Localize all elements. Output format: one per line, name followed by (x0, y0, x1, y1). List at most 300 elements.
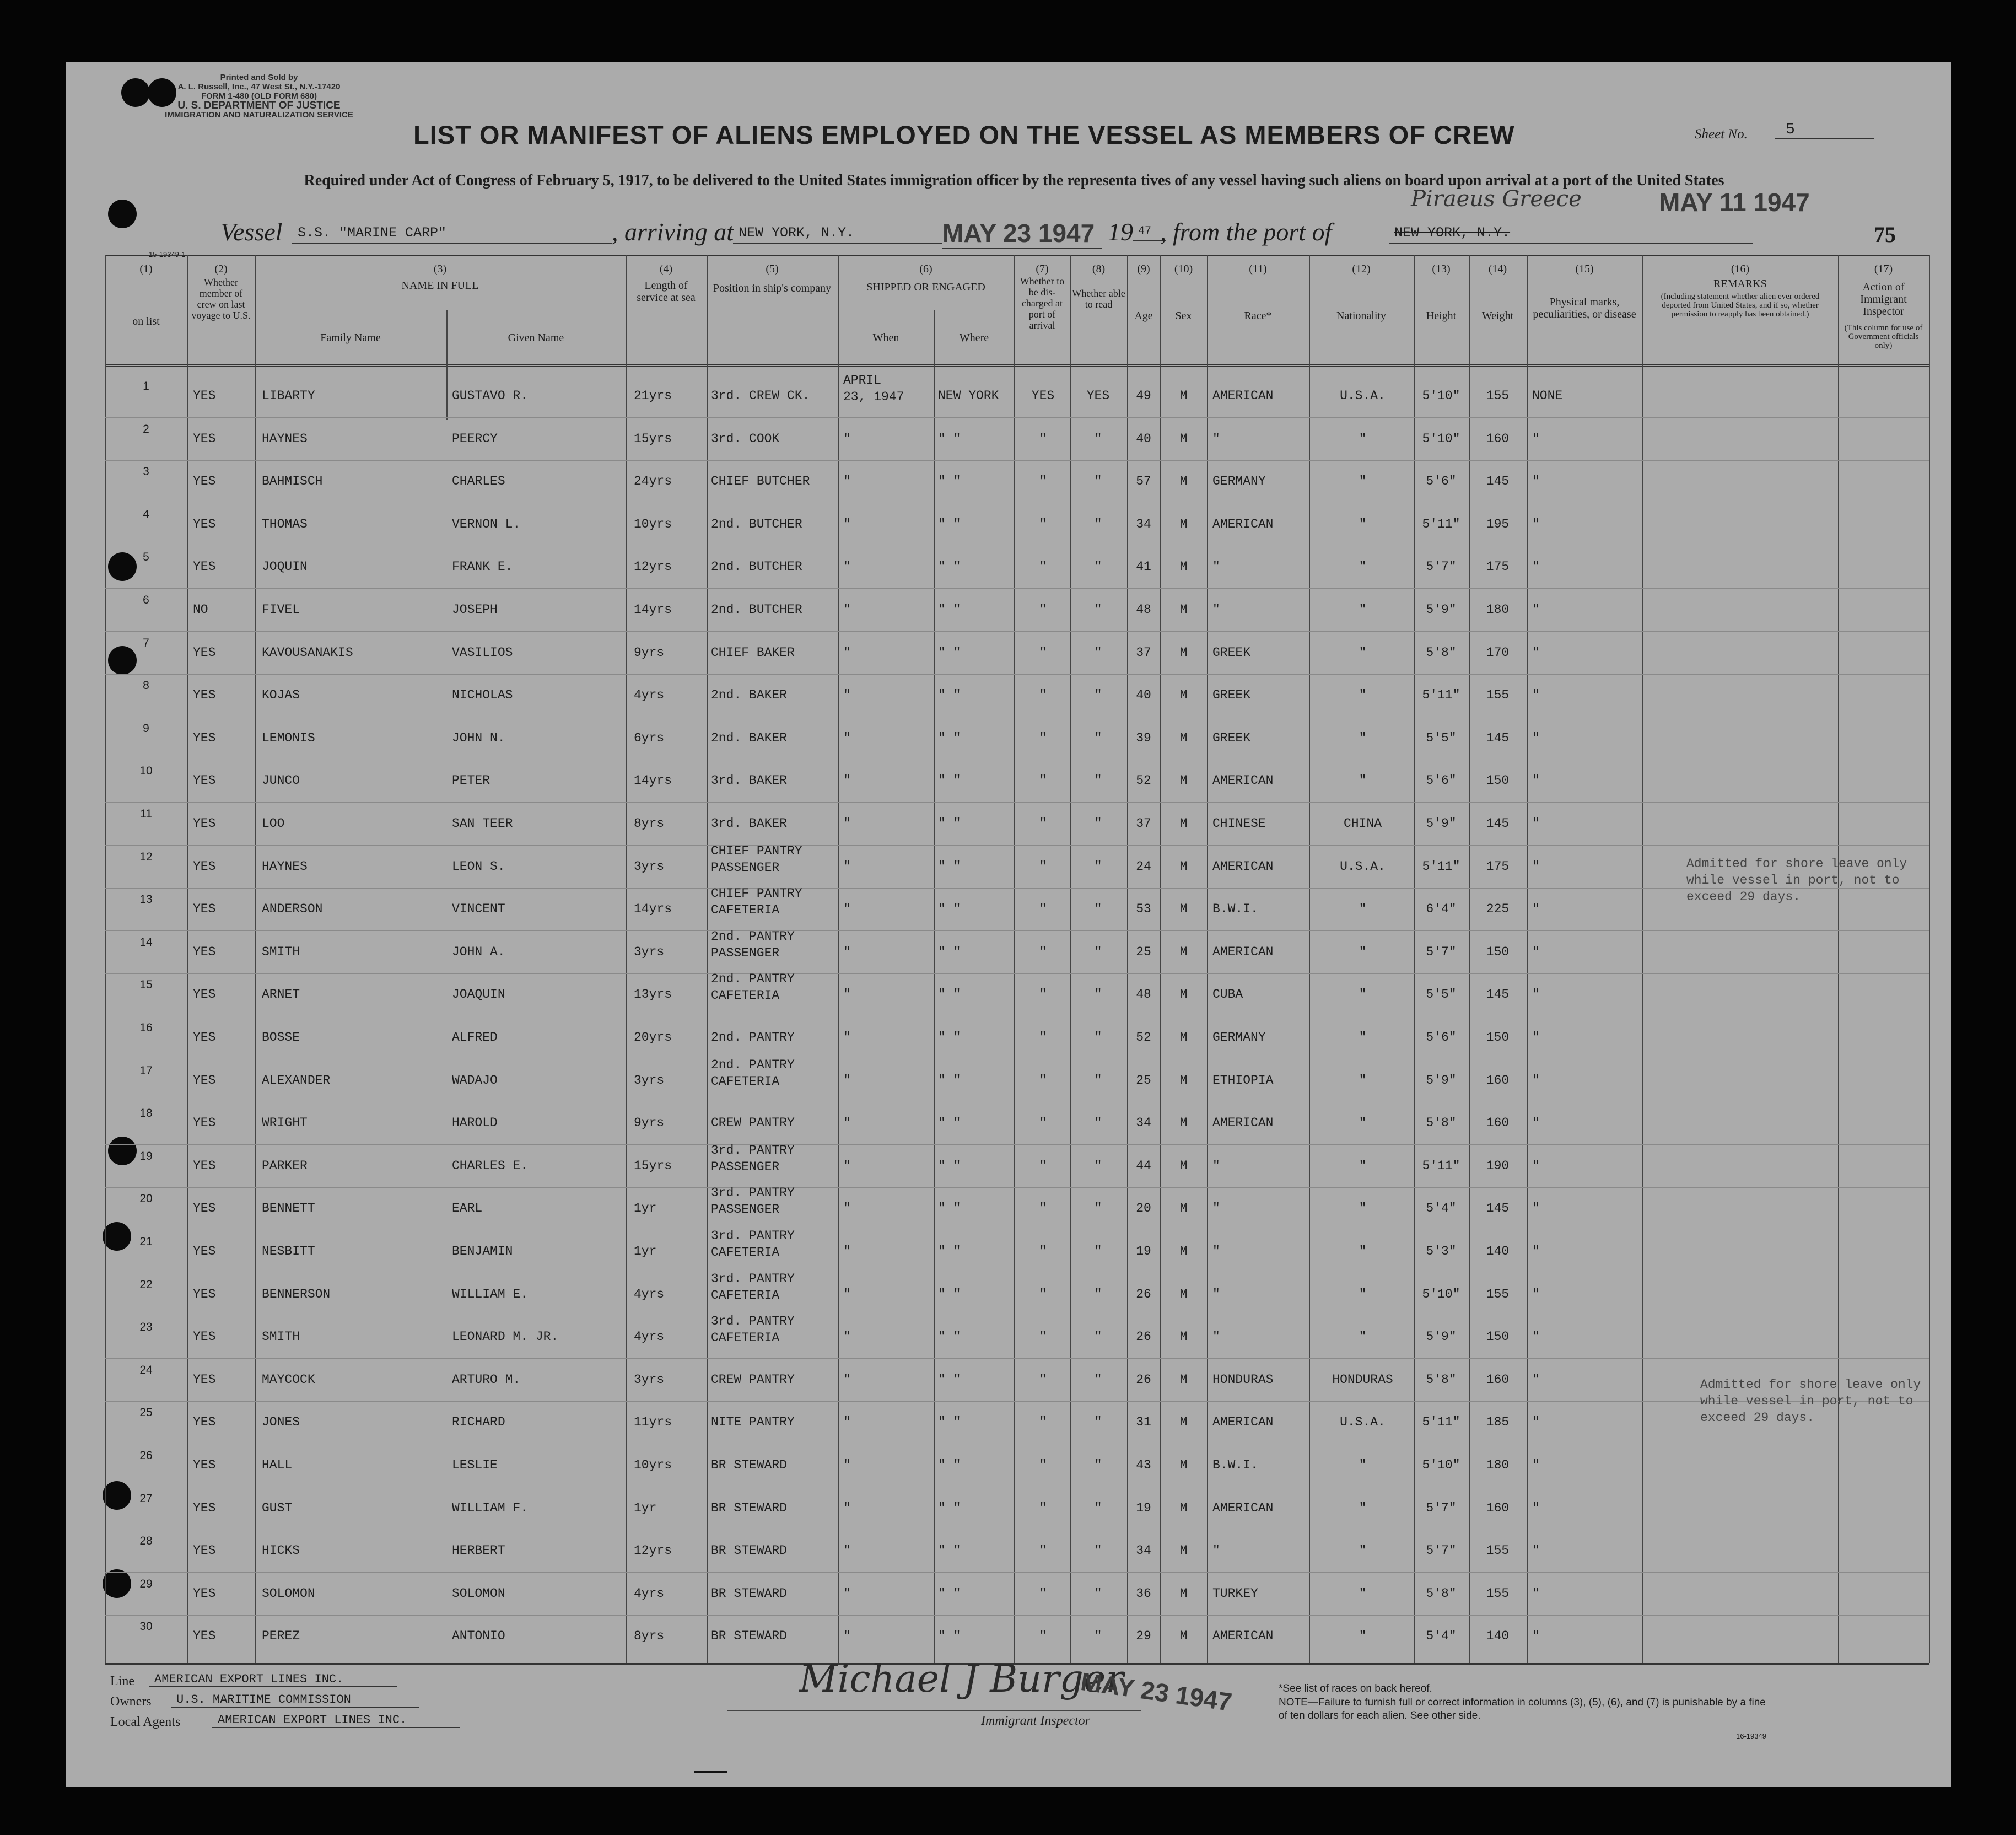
row-number: 27 (139, 1492, 153, 1505)
row-number: 5 (143, 551, 149, 564)
cell-height: 5'10" (1422, 389, 1460, 403)
cell-given-name: WILLIAM F. (452, 1500, 529, 1515)
cell-able-to-read: " (1094, 730, 1102, 745)
cell-weight: 180 (1486, 602, 1510, 617)
cell-age: 40 (1136, 688, 1151, 703)
cell-given-name: VASILIOS (452, 645, 513, 660)
cell-family-name: ALEXANDER (262, 1073, 331, 1088)
cell-race: CUBA (1212, 987, 1243, 1002)
row-number: 9 (143, 722, 149, 735)
table-row (105, 1057, 1929, 1104)
cell-height: 5'5" (1426, 987, 1457, 1002)
row-divider (105, 1144, 1929, 1145)
col-16-label: REMARKS (1713, 278, 1767, 290)
cell-nationality: CHINA (1343, 816, 1382, 831)
cell-shipped-when: " (843, 516, 851, 531)
cell-service-length: 1yr (634, 1500, 657, 1515)
cell-position: 2nd. BUTCHER (711, 559, 802, 574)
col-3-given: Given Name (508, 332, 564, 344)
cell-position-line2: PASSENGER (711, 1202, 780, 1217)
cell-previous-voyage: YES (193, 559, 216, 574)
cell-sex: M (1179, 1244, 1188, 1258)
cell-service-length: 12yrs (634, 559, 672, 574)
cell-service-length: 15yrs (634, 1158, 672, 1173)
cell-position (711, 843, 838, 876)
cell-discharged: " (1039, 1330, 1047, 1344)
cell-family-name: HAYNES (262, 431, 308, 446)
cell-able-to-read: " (1094, 1287, 1102, 1301)
table-row (105, 1106, 1929, 1147)
cell-nationality: " (1359, 1201, 1367, 1216)
cell-shipped-when: " (843, 1030, 851, 1045)
row-number: 23 (139, 1321, 153, 1334)
cell-given-name: JOSEPH (452, 602, 498, 617)
cell-able-to-read: " (1094, 1500, 1102, 1515)
cell-weight: 195 (1486, 516, 1510, 531)
table-row (105, 1314, 1929, 1360)
cell-sex: M (1179, 602, 1188, 617)
row-divider (105, 973, 1929, 974)
cell-able-to-read: " (1094, 1201, 1102, 1216)
cell-shipped-when: " (843, 431, 851, 446)
col-17-sub: (This column for use of Government officials only) (1844, 324, 1923, 350)
cell-previous-voyage: YES (193, 1073, 216, 1088)
cell-height: 5'8" (1426, 1586, 1457, 1601)
cell-age: 53 (1136, 902, 1151, 917)
row-number: 22 (139, 1278, 153, 1291)
cell-able-to-read: " (1094, 688, 1102, 703)
cell-height: 5'6" (1426, 474, 1457, 489)
year-prefix: 19 (1108, 218, 1133, 246)
col-7-label: Whether to be dis-charged at port of arrival (1020, 276, 1065, 331)
cell-previous-voyage: YES (193, 389, 216, 403)
cell-race: B.W.I. (1212, 902, 1258, 917)
cell-weight: 155 (1486, 1586, 1510, 1601)
cell-shipped-where: " " (938, 1543, 961, 1558)
cell-position (711, 1142, 838, 1175)
cell-position: CREW PANTRY (711, 1372, 795, 1387)
cell-able-to-read: " (1094, 1030, 1102, 1045)
printer-line: FORM 1-480 (OLD FORM 680) (201, 92, 317, 101)
cell-shipped-when: " (843, 1287, 851, 1301)
row-divider (105, 417, 1929, 418)
cell-discharged: " (1039, 987, 1047, 1002)
cell-discharged: " (1039, 859, 1047, 874)
table-row (105, 1271, 1929, 1318)
cell-discharged: " (1039, 602, 1047, 617)
punch-hole (108, 200, 137, 228)
cell-previous-voyage: YES (193, 816, 216, 831)
cell-nationality: " (1359, 474, 1367, 489)
cell-position-line1: CHIEF PANTRY (711, 843, 802, 858)
paper-mark (694, 1771, 727, 1773)
cell-given-name: LESLIE (452, 1458, 498, 1472)
cell-physical-marks: " (1532, 1116, 1540, 1131)
cell-service-length: 3yrs (634, 1073, 665, 1088)
cell-shipped-where: " " (938, 773, 961, 788)
cell-shipped-where: NEW YORK (938, 389, 999, 403)
cell-height: 5'6" (1426, 773, 1457, 788)
cell-height: 5'6" (1426, 1030, 1457, 1045)
col-3-label: NAME IN FULL (401, 279, 479, 292)
cell-family-name: HALL (262, 1458, 293, 1472)
cell-race: GREEK (1212, 688, 1251, 703)
cell-family-name: BOSSE (262, 1030, 300, 1045)
races-note: *See list of races on back hereof. (1279, 1683, 1432, 1694)
cell-physical-marks: " (1532, 1330, 1540, 1344)
cell-age: 29 (1136, 1629, 1151, 1644)
cell-race: GREEK (1212, 645, 1251, 660)
col-5-number: (5) (766, 263, 779, 275)
cell-weight: 140 (1486, 1244, 1510, 1258)
cell-physical-marks: " (1532, 645, 1540, 660)
cell-weight: 190 (1486, 1158, 1510, 1173)
cell-shipped-when: " (843, 773, 851, 788)
cell-position: BR STEWARD (711, 1629, 788, 1644)
cell-service-length: 21yrs (634, 389, 672, 403)
cell-shipped-when: " (843, 1543, 851, 1558)
col-6-label: SHIPPED OR ENGAGED (866, 281, 985, 293)
cell-height: 5'7" (1426, 1500, 1457, 1515)
cell-discharged: " (1039, 773, 1047, 788)
cell-family-name: LOO (262, 816, 285, 831)
cell-race: AMERICAN (1212, 859, 1274, 874)
cell-weight: 150 (1486, 1030, 1510, 1045)
cell-position-line1: 3rd. PANTRY (711, 1314, 795, 1329)
cell-sex: M (1179, 645, 1188, 660)
cell-sex: M (1179, 1287, 1188, 1301)
cell-sex: M (1179, 1415, 1188, 1430)
cell-race: CHINESE (1212, 816, 1266, 831)
cell-shipped-when: " (843, 944, 851, 959)
cell-position (711, 1313, 838, 1346)
cell-sex: M (1179, 859, 1188, 874)
cell-height: 5'4" (1426, 1629, 1457, 1644)
cell-nationality: " (1359, 602, 1367, 617)
line-value: AMERICAN EXPORT LINES INC. (149, 1672, 397, 1687)
cell-shipped-where: " " (938, 1415, 961, 1430)
cell-shipped-when: " (843, 1116, 851, 1131)
cell-weight: 155 (1486, 1543, 1510, 1558)
cell-family-name: BENNERSON (262, 1287, 331, 1301)
sheet-number-label: Sheet No. (1695, 127, 1748, 142)
cell-physical-marks: " (1532, 559, 1540, 574)
cell-height: 5'11" (1422, 1158, 1460, 1173)
row-divider (105, 845, 1929, 846)
cell-position-line2: CAFETERIA (711, 1074, 780, 1089)
row-number: 29 (139, 1577, 153, 1590)
cell-sex: M (1179, 773, 1188, 788)
cell-discharged: " (1039, 1500, 1047, 1515)
cell-weight: 175 (1486, 859, 1510, 874)
cell-height: 5'8" (1426, 1116, 1457, 1131)
year-suffix: 47 (1133, 225, 1166, 241)
cell-race: AMERICAN (1212, 389, 1274, 403)
penalty-note: NOTE—Failure to furnish full or correct information in columns (3), (5), (6), and (7) is punishable by a fine of ten dollars for each alien. See other side. (1279, 1697, 1766, 1721)
cell-nationality: " (1359, 1330, 1367, 1344)
cell-race: TURKEY (1212, 1586, 1258, 1601)
cell-nationality: " (1359, 1116, 1367, 1131)
cell-shipped-where: " " (938, 1500, 961, 1515)
col-13-label: Height (1426, 310, 1457, 322)
cell-previous-voyage: YES (193, 1116, 216, 1131)
col-5-label: Position in ship's company (713, 282, 832, 294)
row-divider (105, 674, 1929, 675)
cell-nationality: " (1359, 773, 1367, 788)
signature-line (727, 1710, 1141, 1711)
col-1-label: on list (132, 315, 160, 327)
cell-race: " (1212, 431, 1220, 446)
cell-shipped-where: " " (938, 816, 961, 831)
cell-previous-voyage: YES (193, 1629, 216, 1644)
cell-age: 44 (1136, 1158, 1151, 1173)
row-divider (105, 1615, 1929, 1616)
cell-race: " (1212, 1201, 1220, 1216)
cell-given-name: CHARLES E. (452, 1158, 529, 1173)
cell-given-name: JOAQUIN (452, 987, 505, 1002)
cell-given-name: GUSTAVO R. (452, 389, 529, 403)
cell-service-length: 1yr (634, 1244, 657, 1258)
cell-age: 40 (1136, 431, 1151, 446)
cell-age: 31 (1136, 1415, 1151, 1430)
cell-height: 5'11" (1422, 859, 1460, 874)
cell-shipped-where: " " (938, 1330, 961, 1344)
cell-nationality: " (1359, 1458, 1367, 1472)
cell-family-name: HAYNES (262, 859, 308, 874)
cell-weight: 225 (1486, 902, 1510, 917)
row-divider (105, 888, 1929, 889)
cell-shipped-when: " (843, 1458, 851, 1472)
cell-height: 5'11" (1422, 516, 1460, 531)
cell-able-to-read: " (1094, 516, 1102, 531)
cell-previous-voyage: YES (193, 773, 216, 788)
col-3-family: Family Name (320, 332, 381, 344)
cell-able-to-read: " (1094, 559, 1102, 574)
cell-race: AMERICAN (1212, 1500, 1274, 1515)
cell-sex: M (1179, 688, 1188, 703)
cell-physical-marks: " (1532, 1244, 1540, 1258)
printer-line: Printed and Sold by (220, 73, 298, 82)
cell-physical-marks: " (1532, 1500, 1540, 1515)
cell-family-name: ARNET (262, 987, 300, 1002)
cell-weight: 145 (1486, 987, 1510, 1002)
cell-shipped-when: " (843, 902, 851, 917)
cell-family-name: NESBITT (262, 1244, 315, 1258)
col-10-label: Sex (1175, 310, 1192, 322)
col-17-number: (17) (1874, 263, 1893, 275)
cell-given-name: WILLIAM E. (452, 1287, 529, 1301)
cell-family-name: BAHMISCH (262, 474, 323, 489)
cell-race: " (1212, 1287, 1220, 1301)
cell-physical-marks: " (1532, 1030, 1540, 1045)
cell-position-line2: CAFETERIA (711, 1331, 780, 1346)
cell-given-name: ALFRED (452, 1030, 498, 1045)
cell-position: 3rd. CREW CK. (711, 389, 810, 403)
col-2-number: (2) (214, 263, 228, 275)
cell-previous-voyage: NO (193, 602, 208, 617)
row-divider (105, 1401, 1929, 1402)
cell-physical-marks: " (1532, 944, 1540, 959)
line-label: Line (110, 1674, 134, 1688)
table-row (105, 972, 1929, 1018)
cell-position-line2: CAFETERIA (711, 988, 780, 1003)
cell-race: " (1212, 559, 1220, 574)
cell-previous-voyage: YES (193, 645, 216, 660)
cell-position (711, 1185, 838, 1218)
cell-discharged: " (1039, 1116, 1047, 1131)
cell-height: 5'10" (1422, 1287, 1460, 1301)
cell-able-to-read: YES (1086, 389, 1110, 403)
cell-physical-marks: " (1532, 474, 1540, 489)
cell-sex: M (1179, 1073, 1188, 1088)
cell-physical-marks: " (1532, 688, 1540, 703)
cell-shipped-when: " (843, 816, 851, 831)
cell-physical-marks: " (1532, 902, 1540, 917)
cell-family-name: GUST (262, 1500, 293, 1515)
cell-nationality: " (1359, 730, 1367, 745)
cell-height: 5'3" (1426, 1244, 1457, 1258)
cell-physical-marks: " (1532, 1629, 1540, 1644)
cell-weight: 155 (1486, 1287, 1510, 1301)
cell-previous-voyage: YES (193, 688, 216, 703)
cell-weight: 160 (1486, 431, 1510, 446)
cell-age: 26 (1136, 1372, 1151, 1387)
cell-nationality: " (1359, 902, 1367, 917)
cell-age: 37 (1136, 645, 1151, 660)
col-16-sub: (Including statement whether alien ever ordered deported from United States, and if so, whether permission to reapply has been obtained.) (1661, 292, 1820, 319)
cell-weight: 140 (1486, 1629, 1510, 1644)
cell-able-to-read: " (1094, 902, 1102, 917)
cell-discharged: " (1039, 1543, 1047, 1558)
printer-line: IMMIGRATION AND NATURALIZATION SERVICE (165, 110, 353, 120)
cell-sex: M (1179, 431, 1188, 446)
cell-shipped-where: " " (938, 431, 961, 446)
cell-position: 2nd. PANTRY (711, 1030, 795, 1045)
cell-weight: 160 (1486, 1500, 1510, 1515)
cell-previous-voyage: YES (193, 1287, 216, 1301)
col-13-number: (13) (1432, 263, 1451, 275)
document-title: LIST OR MANIFEST OF ALIENS EMPLOYED ON THE VESSEL AS MEMBERS OF CREW (413, 120, 1515, 149)
cell-previous-voyage: YES (193, 1030, 216, 1045)
table-row (105, 593, 1929, 633)
cell-given-name: PETER (452, 773, 490, 788)
row-number: 12 (139, 850, 153, 863)
cell-discharged: " (1039, 559, 1047, 574)
cell-weight: 160 (1486, 1372, 1510, 1387)
cell-age: 26 (1136, 1287, 1151, 1301)
cell-nationality: " (1359, 987, 1367, 1002)
cell-discharged: " (1039, 1201, 1047, 1216)
cell-family-name: LEMONIS (262, 730, 315, 745)
cell-service-length: 12yrs (634, 1543, 672, 1558)
cell-physical-marks: " (1532, 730, 1540, 745)
row-number: 7 (143, 636, 149, 649)
cell-discharged: " (1039, 474, 1047, 489)
cell-service-length: 14yrs (634, 902, 672, 917)
cell-service-length: 9yrs (634, 1116, 665, 1131)
cell-shipped-when: " (843, 1158, 851, 1173)
table-row (105, 1020, 1929, 1061)
cell-position (711, 928, 838, 961)
table-row (105, 1143, 1929, 1190)
cell-given-name: SOLOMON (452, 1586, 505, 1601)
cell-shipped-where: " " (938, 859, 961, 874)
row-divider (105, 1187, 1929, 1188)
cell-nationality: U.S.A. (1340, 859, 1386, 874)
cell-physical-marks: " (1532, 1372, 1540, 1387)
row-number: 20 (139, 1192, 153, 1206)
cell-discharged: " (1039, 1073, 1047, 1088)
cell-physical-marks: " (1532, 773, 1540, 788)
cell-previous-voyage: YES (193, 474, 216, 489)
cell-physical-marks: " (1532, 1201, 1540, 1216)
col-15-label: Physical marks, peculiarities, or disease (1533, 296, 1636, 320)
cell-shipped-when: " (843, 474, 851, 489)
cell-family-name: HICKS (262, 1543, 300, 1558)
cell-race: HONDURAS (1212, 1372, 1274, 1387)
cell-position: 2nd. BUTCHER (711, 602, 802, 617)
inspector-signature: Michael J Burger (799, 1658, 1124, 1701)
cell-discharged: " (1039, 816, 1047, 831)
cell-nationality: " (1359, 1158, 1367, 1173)
cell-position (711, 1271, 838, 1304)
cell-height: 5'8" (1426, 645, 1457, 660)
cell-position: BR STEWARD (711, 1586, 788, 1601)
cell-shipped-when: " (843, 1201, 851, 1216)
table-row (105, 636, 1929, 676)
cell-nationality: " (1359, 431, 1367, 446)
cell-physical-marks: " (1532, 1543, 1540, 1558)
cell-discharged: " (1039, 1372, 1047, 1387)
table-row (105, 1448, 1929, 1489)
cell-given-name: RICHARD (452, 1415, 505, 1430)
cell-age: 43 (1136, 1458, 1151, 1472)
cell-shipped-where: " " (938, 944, 961, 959)
vessel-label: Vessel (220, 218, 283, 246)
cell-position-line1: 3rd. PANTRY (711, 1143, 795, 1158)
cell-physical-marks: " (1532, 1158, 1540, 1173)
cell-age: 57 (1136, 474, 1151, 489)
cell-height: 5'10" (1422, 1458, 1460, 1472)
cell-service-length: 14yrs (634, 602, 672, 617)
cell-given-name: HERBERT (452, 1543, 505, 1558)
cell-family-name: JOQUIN (262, 559, 308, 574)
cell-age: 19 (1136, 1500, 1151, 1515)
cell-previous-voyage: YES (193, 1543, 216, 1558)
cell-position: BR STEWARD (711, 1458, 788, 1472)
cell-shipped-when (843, 372, 934, 405)
col-3-number: (3) (433, 263, 447, 275)
col-4-number: (4) (659, 263, 673, 275)
cell-position-line2: CAFETERIA (711, 1245, 780, 1260)
cell-given-name: ARTURO M. (452, 1372, 521, 1387)
cell-sex: M (1179, 389, 1188, 403)
col-8-label: Whether able to read (1072, 288, 1125, 310)
col-6-number: (6) (919, 263, 932, 275)
cell-family-name: FIVEL (262, 602, 300, 617)
row-number: 1 (143, 380, 149, 392)
row-divider (105, 1358, 1929, 1359)
cell-family-name: THOMAS (262, 516, 308, 531)
cell-race: AMERICAN (1212, 944, 1274, 959)
cell-service-length: 14yrs (634, 773, 672, 788)
cell-family-name: JUNCO (262, 773, 300, 788)
cell-position (711, 1228, 838, 1261)
cell-able-to-read: " (1094, 1458, 1102, 1472)
cell-age: 34 (1136, 1116, 1151, 1131)
cell-discharged: " (1039, 1030, 1047, 1045)
col-14-number: (14) (1488, 263, 1507, 275)
